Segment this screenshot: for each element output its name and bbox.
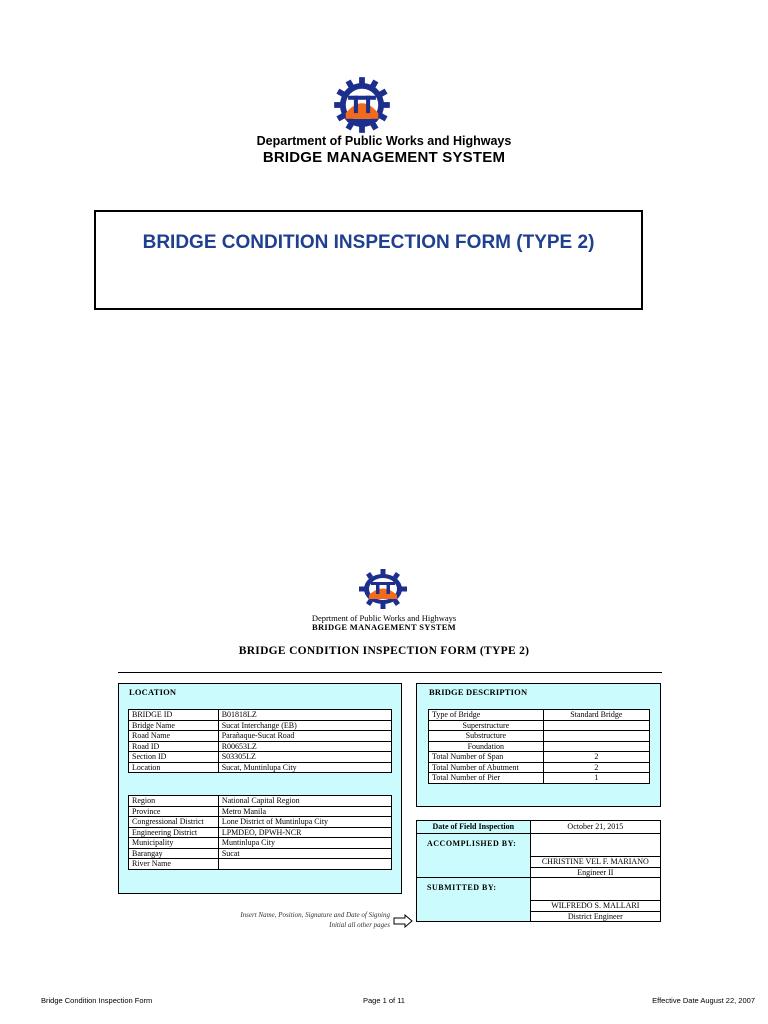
field-value[interactable]: Standard Bridge bbox=[543, 710, 649, 721]
arrow-right-icon bbox=[393, 914, 413, 928]
field-label: Section ID bbox=[129, 752, 219, 763]
form-department-name: Deprtment of Public Works and Highways bbox=[311, 613, 457, 623]
field-label: Municipality bbox=[129, 838, 219, 849]
table-row bbox=[129, 762, 392, 773]
footer-left: Bridge Condition Inspection Form bbox=[41, 996, 153, 1005]
location-table-b bbox=[128, 795, 392, 870]
accomplished-by-label: ACCOMPLISHED BY: bbox=[417, 834, 531, 878]
footer-page-number: Page 1 of 11 bbox=[363, 996, 405, 1005]
title-divider bbox=[118, 672, 662, 673]
field-value[interactable]: Parañaque-Sucat Road bbox=[218, 731, 391, 742]
cover-title: BRIDGE CONDITION INSPECTION FORM (TYPE 2) bbox=[142, 232, 595, 253]
field-value[interactable]: Sucat bbox=[218, 848, 391, 859]
table-row bbox=[129, 710, 392, 721]
field-label: Type of Bridge bbox=[429, 710, 544, 721]
accomplished-name[interactable]: CHRISTINE VEL F. MARIANO bbox=[530, 857, 660, 868]
table-row bbox=[129, 752, 392, 763]
table-row bbox=[129, 741, 392, 752]
field-label: Barangay bbox=[129, 848, 219, 859]
field-label: Congressional District bbox=[129, 817, 219, 828]
department-name: Department of Public Works and Highways bbox=[256, 134, 512, 148]
location-title: LOCATION bbox=[129, 687, 177, 697]
form-system-name: BRIDGE MANAGEMENT SYSTEM bbox=[311, 622, 456, 632]
field-label: BRIDGE ID bbox=[129, 710, 219, 721]
field-label: Road ID bbox=[129, 741, 219, 752]
accomplished-signature-field[interactable] bbox=[530, 834, 660, 857]
field-label: Superstructure bbox=[429, 720, 544, 731]
inspection-signoff-table bbox=[416, 820, 661, 922]
table-row bbox=[429, 741, 650, 752]
location-table-a bbox=[128, 709, 392, 773]
field-label: Engineering District bbox=[129, 827, 219, 838]
bridge-description-table bbox=[428, 709, 650, 784]
table-row bbox=[129, 848, 392, 859]
field-label: River Name bbox=[129, 859, 219, 870]
table-row bbox=[429, 773, 650, 784]
field-value[interactable]: Metro Manila bbox=[218, 806, 391, 817]
table-row bbox=[129, 806, 392, 817]
table-row bbox=[129, 720, 392, 731]
table-row bbox=[429, 720, 650, 731]
field-value[interactable] bbox=[543, 720, 649, 731]
table-row bbox=[129, 827, 392, 838]
field-value[interactable]: 2 bbox=[543, 752, 649, 763]
system-name: BRIDGE MANAGEMENT SYSTEM bbox=[262, 149, 506, 166]
cover-title-box bbox=[94, 210, 643, 310]
accomplished-position[interactable]: Engineer II bbox=[530, 867, 660, 878]
table-row bbox=[429, 752, 650, 763]
table-row bbox=[129, 796, 392, 807]
field-value[interactable]: National Capital Region bbox=[218, 796, 391, 807]
field-value[interactable]: Sucat, Muntinlupa City bbox=[218, 762, 391, 773]
submitted-by-label: SUBMITTED BY: bbox=[417, 878, 531, 922]
field-value[interactable]: LPMDEO, DPWH-NCR bbox=[218, 827, 391, 838]
submitted-position[interactable]: District Engineer bbox=[530, 911, 660, 922]
field-label: Foundation bbox=[429, 741, 544, 752]
field-value[interactable]: B01818LZ bbox=[218, 710, 391, 721]
field-label: Substructure bbox=[429, 731, 544, 742]
field-value[interactable] bbox=[543, 741, 649, 752]
field-value[interactable]: S03305LZ bbox=[218, 752, 391, 763]
bridge-description-panel bbox=[416, 683, 661, 807]
field-label: Province bbox=[129, 806, 219, 817]
bridge-description-title: BRIDGE DESCRIPTION bbox=[429, 687, 528, 697]
field-value[interactable]: Sucat Interchange (EB) bbox=[218, 720, 391, 731]
table-row bbox=[417, 821, 661, 834]
location-panel bbox=[118, 683, 402, 894]
field-value[interactable] bbox=[543, 731, 649, 742]
date-of-inspection-label: Date of Field Inspection bbox=[417, 821, 531, 834]
table-row bbox=[417, 878, 661, 901]
field-label: Total Number of Abutment bbox=[429, 762, 544, 773]
field-label: Location bbox=[129, 762, 219, 773]
submitted-signature-field[interactable] bbox=[530, 878, 660, 901]
field-label: Total Number of Span bbox=[429, 752, 544, 763]
field-label: Road Name bbox=[129, 731, 219, 742]
signing-note-line2: Initial all other pages bbox=[329, 921, 390, 929]
field-value[interactable]: 2 bbox=[543, 762, 649, 773]
dpwh-logo bbox=[333, 76, 391, 134]
table-row bbox=[429, 731, 650, 742]
table-row bbox=[129, 859, 392, 870]
field-value[interactable]: 1 bbox=[543, 773, 649, 784]
submitted-name[interactable]: WILFREDO S. MALLARI bbox=[530, 901, 660, 912]
field-value[interactable]: R00653LZ bbox=[218, 741, 391, 752]
field-value[interactable] bbox=[218, 859, 391, 870]
dpwh-logo-small bbox=[358, 569, 408, 609]
table-row bbox=[417, 834, 661, 857]
table-row bbox=[129, 731, 392, 742]
field-label: Total Number of Pier bbox=[429, 773, 544, 784]
field-value[interactable]: Lone District of Muntinlupa City bbox=[218, 817, 391, 828]
table-row bbox=[429, 710, 650, 721]
table-row bbox=[429, 762, 650, 773]
table-row bbox=[129, 817, 392, 828]
footer-effective-date: Effective Date August 22, 2007 bbox=[652, 996, 755, 1005]
field-label: Region bbox=[129, 796, 219, 807]
table-row bbox=[129, 838, 392, 849]
field-label: Bridge Name bbox=[129, 720, 219, 731]
field-value[interactable]: Muntinlupa City bbox=[218, 838, 391, 849]
signing-note-line1: Insert Name, Position, Signature and Date of Signing bbox=[240, 911, 390, 919]
date-of-inspection-value[interactable]: October 21, 2015 bbox=[530, 821, 660, 834]
form-title: BRIDGE CONDITION INSPECTION FORM (TYPE 2) bbox=[238, 645, 530, 657]
